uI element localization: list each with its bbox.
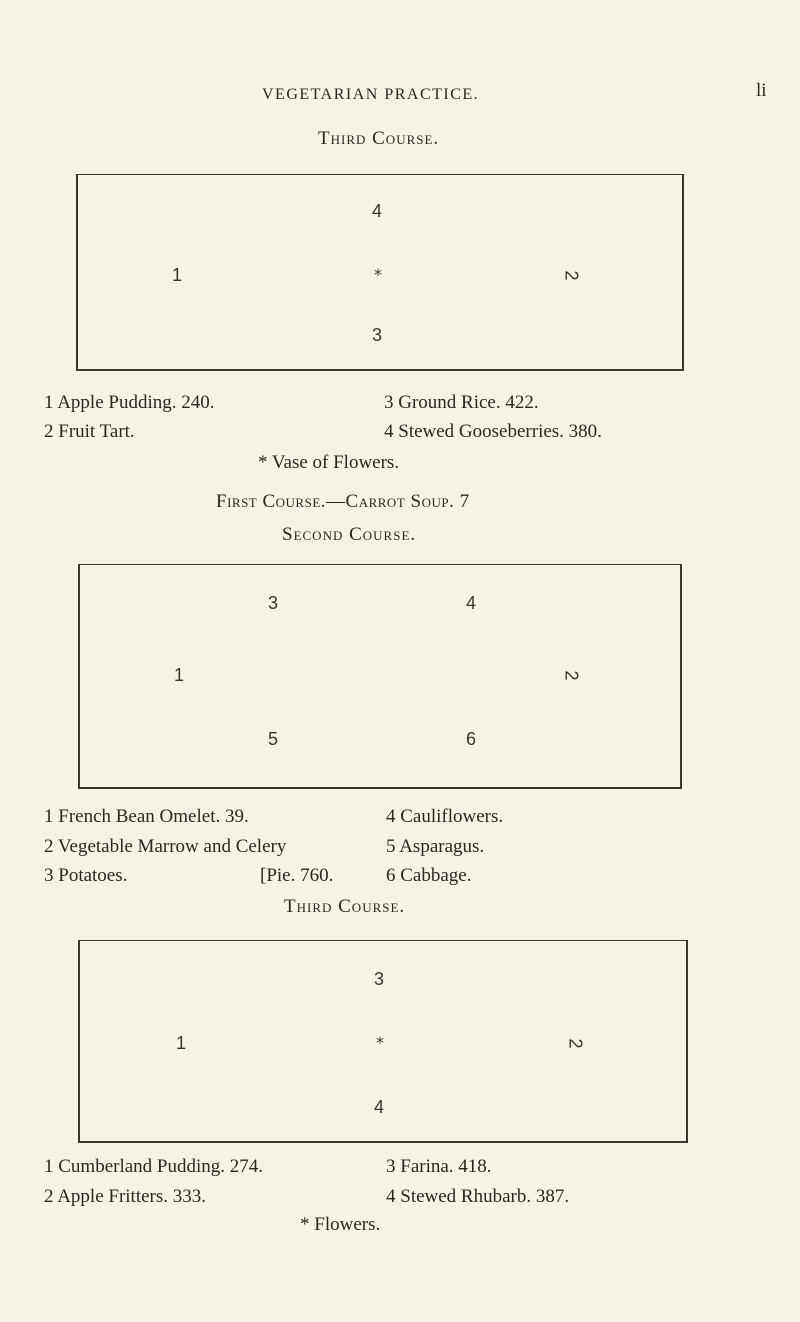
table-plan-diagram-2: [78, 564, 682, 789]
plan-position-left: 1: [172, 265, 183, 285]
running-head: VEGETARIAN PRACTICE.: [262, 86, 480, 103]
centerpiece-note: * Flowers.: [300, 1214, 381, 1235]
dish-line: 4 Cauliflowers.: [386, 806, 504, 827]
plan-position-bottom: 3: [372, 325, 383, 345]
dish-line: 2 Apple Fritters. 333.: [44, 1186, 207, 1207]
plan-position-top: 4: [372, 201, 383, 221]
plan-position-top-left: 3: [268, 593, 279, 613]
second-course-heading: Second Course.: [282, 524, 417, 545]
plan-position-right: 2: [561, 270, 582, 281]
plan-position-bottom-right: 6: [466, 729, 477, 749]
dish-line: 3 Potatoes.: [44, 865, 128, 886]
dish-line: 4 Stewed Rhubarb. 387.: [386, 1186, 570, 1207]
dish-line: 1 Cumberland Pudding. 274.: [44, 1156, 264, 1177]
plan-position-center: *: [376, 1033, 384, 1052]
plan-position-top: 3: [374, 969, 385, 989]
first-course-line: First Course.—Carrot Soup. 7: [216, 491, 470, 512]
dish-line: 4 Stewed Gooseberries. 380.: [384, 421, 602, 442]
plan-position-right: 2: [565, 1038, 586, 1049]
plan-position-bottom-left: 5: [268, 729, 279, 749]
plan-position-top-right: 4: [466, 593, 477, 613]
plan-position-right: 2: [561, 670, 582, 681]
plan-position-left: 1: [176, 1033, 187, 1053]
plan-position-center: *: [374, 265, 382, 284]
dish-line: 2 Vegetable Marrow and Celery: [44, 836, 287, 857]
table-plan-diagram-3: [78, 940, 688, 1143]
dish-line: 3 Farina. 418.: [386, 1156, 492, 1177]
plan-position-left: 1: [174, 665, 185, 685]
centerpiece-note: * Vase of Flowers.: [258, 452, 400, 473]
plan-position-bottom: 4: [374, 1097, 385, 1117]
table-plan-diagram-1: [76, 174, 684, 371]
dish-line: 1 Apple Pudding. 240.: [44, 392, 215, 413]
dish-line: 3 Ground Rice. 422.: [384, 392, 539, 413]
dish-line: 5 Asparagus.: [386, 836, 485, 857]
dish-line: 1 French Bean Omelet. 39.: [44, 806, 249, 827]
page-number: li: [756, 80, 767, 101]
third-course-heading-1: Third Course.: [318, 128, 440, 149]
dish-line: [Pie. 760.: [260, 865, 334, 886]
dish-line: 2 Fruit Tart.: [44, 421, 135, 442]
dish-line: 6 Cabbage.: [386, 865, 472, 886]
third-course-heading-2: Third Course.: [284, 896, 406, 917]
